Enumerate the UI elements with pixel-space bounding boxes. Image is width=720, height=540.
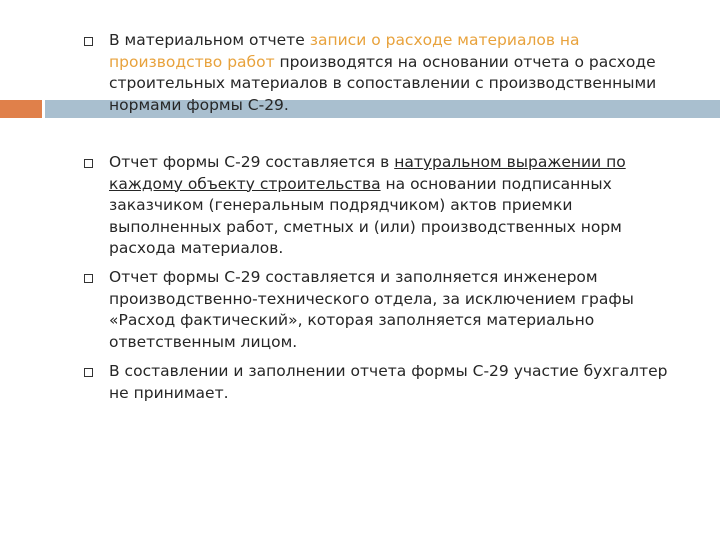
bullet-paragraph-2 xyxy=(109,152,704,260)
text-span: Отчет формы С-29 составляется в xyxy=(109,153,395,171)
text-span: производятся на основании отчета о расходе xyxy=(274,52,656,71)
bullet-square-icon xyxy=(84,159,93,168)
highlighted-text: производство работ xyxy=(109,52,275,71)
accent-bar-orange xyxy=(0,100,42,118)
bullet-square-icon xyxy=(84,368,93,377)
bullet-square-icon xyxy=(84,274,93,283)
text-line: не принимает. xyxy=(109,383,229,402)
text-line: Отчет формы С-29 составляется и заполняется инженером xyxy=(109,268,598,286)
bullet-paragraph-4 xyxy=(109,361,704,404)
bullet-square-icon xyxy=(84,37,93,46)
highlighted-text: записи о расходе материалов на xyxy=(309,31,580,49)
text-line: В составлении и заполнении отчета формы С-29 участие бухгалтер xyxy=(109,362,668,380)
text-line: расхода материалов. xyxy=(109,239,284,257)
text-line xyxy=(109,30,704,52)
text-line xyxy=(109,174,704,196)
text-span: на основании подписанных xyxy=(380,174,612,193)
text-line xyxy=(109,152,704,174)
bullet-paragraph-3 xyxy=(109,267,704,353)
text-line: «Расход фактический», которая заполняется материально xyxy=(109,311,595,329)
text-line: производственно-технического отдела, за исключением графы xyxy=(109,289,634,308)
text-line: выполненных работ, сметных и (или) производственных норм xyxy=(109,217,622,236)
text-span: В материальном отчете xyxy=(109,31,310,49)
text-line: заказчиком (генеральным подрядчиком) актов приемки xyxy=(109,196,573,214)
bullet-paragraph-1 xyxy=(109,30,704,116)
text-line: нормами формы С-29. xyxy=(109,95,289,114)
text-line: строительных материалов в сопоставлении с производственными xyxy=(109,74,657,92)
underlined-text: натуральном выражении по xyxy=(394,153,626,171)
underlined-text: каждому объекту строительства xyxy=(109,174,381,193)
text-line xyxy=(109,52,704,74)
text-line: ответственным лицом. xyxy=(109,332,298,351)
